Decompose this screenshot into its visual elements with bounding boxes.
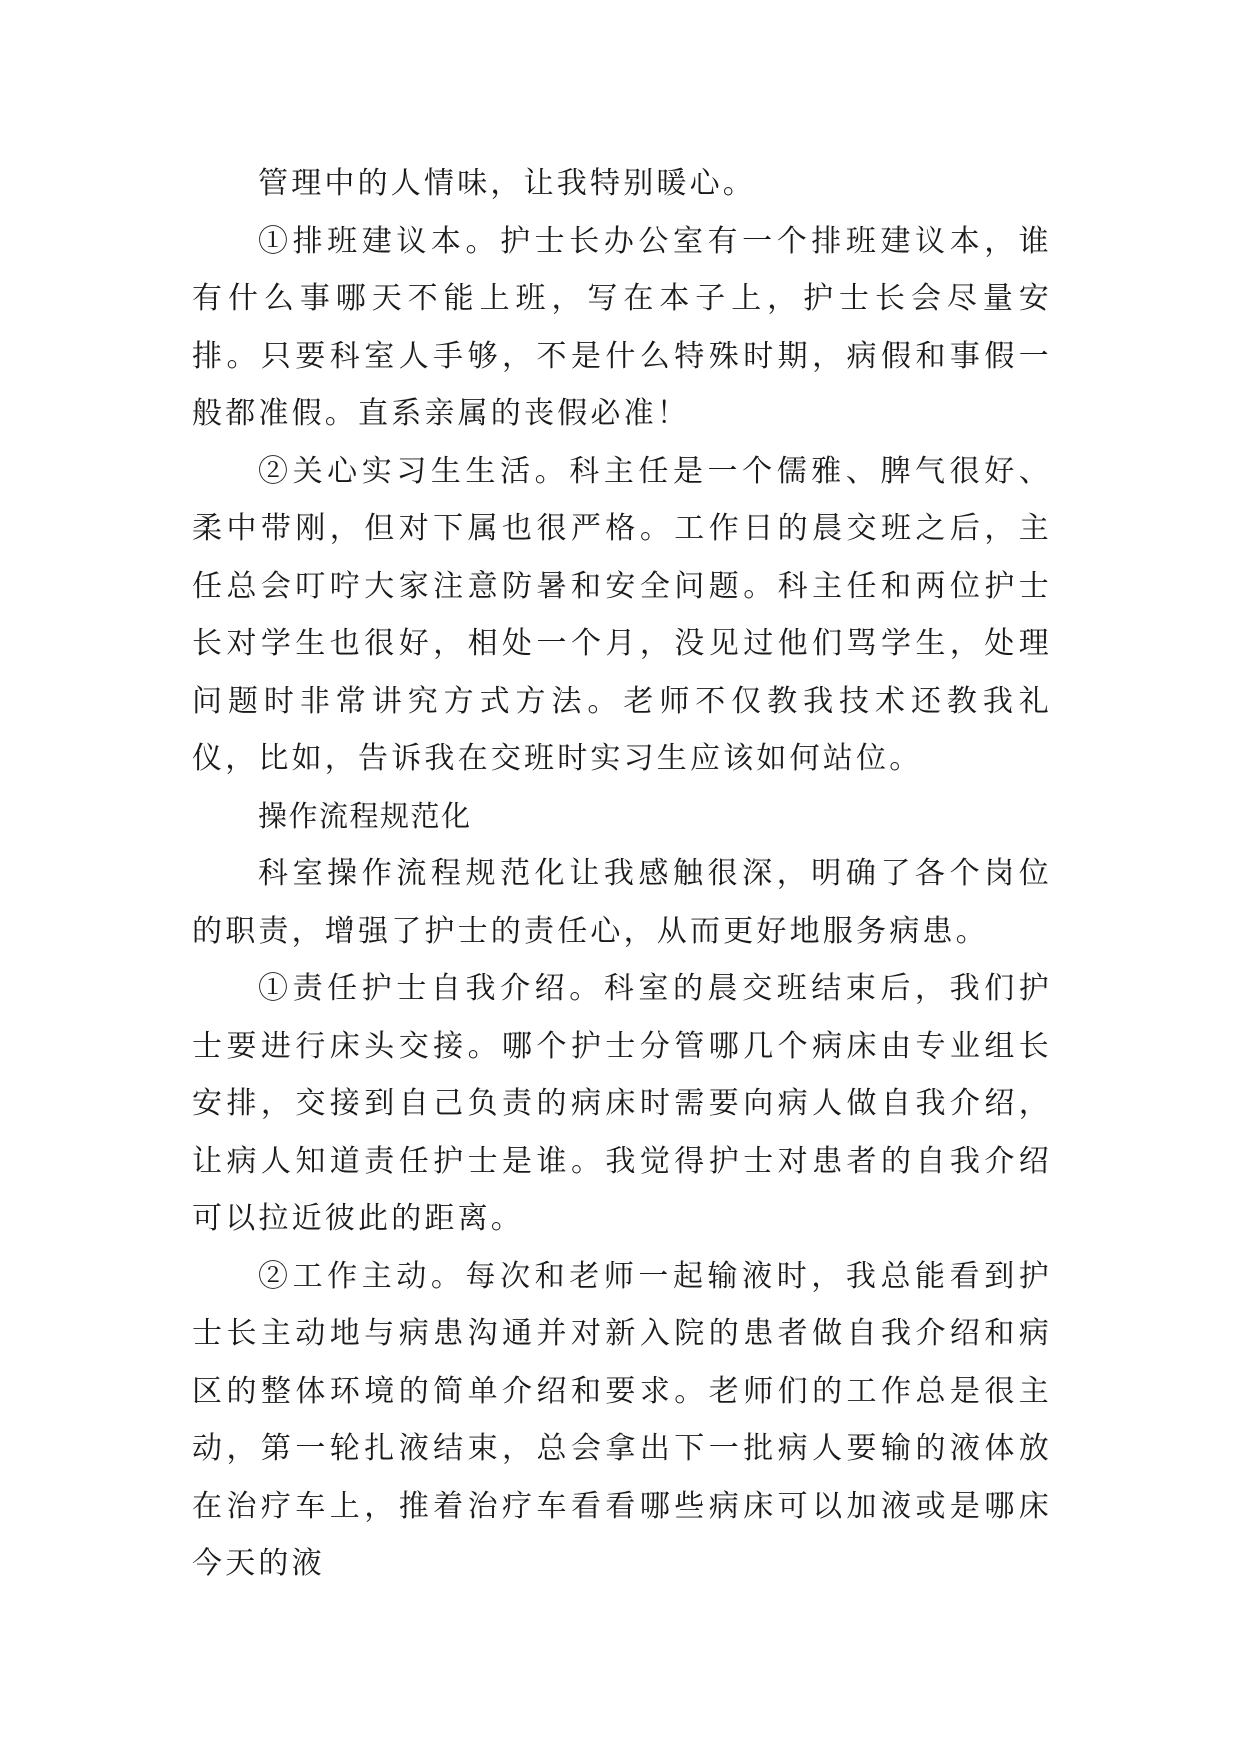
- paragraph-intro: 管理中的人情味，让我特别暖心。: [258, 166, 756, 201]
- paragraph-schedule-book: ①排班建议本。护士长办公室有一个排班建议本，谁有什么事哪天不能上班，写在本子上，护士长会尽量安排。只要科室人手够，不是什么特殊时期，病假和事假一般都准假。直系亲属的丧假必准！: [192, 223, 1052, 431]
- paragraph-standardization: 科室操作流程规范化让我感触很深，明确了各个岗位的职责，增强了护士的责任心，从而更好地服务病患。: [192, 856, 1052, 949]
- paragraph-proactive-work: ②工作主动。每次和老师一起输液时，我总能看到护士长主动地与病患沟通并对新入院的患者做自我介绍和病区的整体环境的简单介绍和要求。老师们的工作总是很主动，第一轮扎液结束，总会拿出下一批病人要输的液体放在治疗车上，推着治疗车看看哪些病床可以加液或是哪床今天的液: [192, 1258, 1052, 1581]
- paragraph-care-interns: ②关心实习生生活。科主任是一个儒雅、脾气很好、柔中带刚，但对下属也很严格。工作日的晨交班之后，主任总会叮咛大家注意防暑和安全问题。科主任和两位护士长对学生也很好，相处一个月，没见过他们骂学生，处理问题时非常讲究方式方法。老师不仅教我技术还教我礼仪，比如，告诉我在交班时实习生应该如何站位。: [192, 453, 1052, 776]
- paragraph-self-introduction: ①责任护士自我介绍。科室的晨交班结束后，我们护士要进行床头交接。哪个护士分管哪几个病床由专业组长安排，交接到自己负责的病床时需要向病人做自我介绍，让病人知道责任护士是谁。我觉得护士对患者的自我介绍可以拉近彼此的距离。: [192, 971, 1052, 1236]
- section-heading: 操作流程规范化: [258, 798, 472, 833]
- document-body: [192, 155, 1052, 1593]
